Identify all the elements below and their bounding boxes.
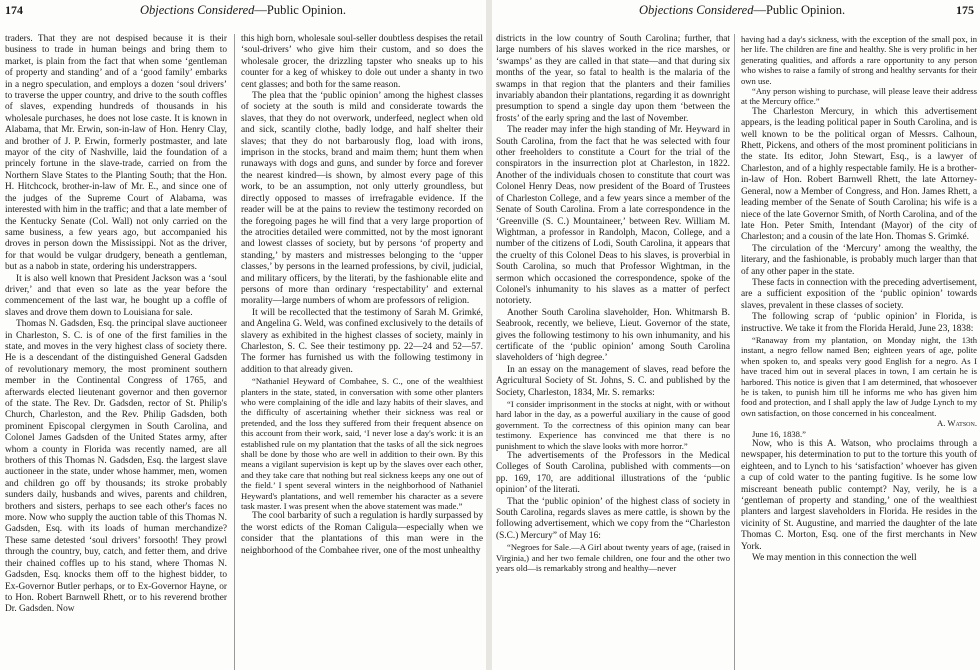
paragraph: The reader may infer the high standing of Mr. Heyward in South Carolina, from the fact that he was selected with four other freeholders to constitute a Court for the trial of the conspirators in the insurrection plot at Charleston, in 1822. Another of the individuals chosen to constitute that court was Colonel Henry Deas, now president of the Board of Trustees of Charleston College, and a few years since a member of the Senate of South Carolina. From a late correspondence in the ‘Greenville (S. C.) Mountaineer,’ between Rev. William M. Wightman, a professor in Randolph, Macon, College, and a number of the citizens of Lodi, South Carolina, it appears that the cruelty of this Colonel Deas to his slaves, is proverbial in South Carolina, so much that Professor Wightman, in the sermon which occasioned the correspondence, spoke of the Colonel's inhumanity to his slaves as a matter of perfect notoriety. [496,125,730,307]
right-page-number: 175 [956,3,974,17]
paragraph: Now, who is this A. Watson, who proclaims through a newspaper, his determination to put to the torture this youth of eighteen, and to Lynch to his ‘satisfaction’ whoever has given a cup of cold water to the panting fugitive. Is he some low miscreant beneath public contempt? Nay, verily, he is a ‘gentleman of property and standing,’ one of the wealthiest planters and largest slaveholders in Florida. He resides in the vicinity of St. Augustine, and married the daughter of the late Thomas C. Morton, Esq. one of the first merchants in New York. [741,439,977,552]
quoted-advertisement: “Any person wishing to purchase, will please leave their address at the Mercury office.” [741,86,977,107]
paragraph: The cool barbarity of such a regulation is hardly surpassed by the worst edicts of the Roman Caligula—especially when we consider that the plantations of this man were in the neighborhood of the Combahee river, one of the most unhealthy [241,511,483,556]
paragraph: The plea that the ‘public opinion’ among the highest classes of society at the south is mild and considerate towards the slaves, that they do not overwork, underfeed, neglect when old and sick, scantily clothe, badly lodge, and half shelter their slaves; that they do not barbarously flog, load with irons, imprison in the stocks, brand and maim them; hunt them when runaways with dogs and guns, and sunder by force and forever the nearest kindred—is shown, by almost every page of this work, to be an assumption, not only utterly groundless, but directly opposed to masses of irrefragable evidence. If the reader will be at the pains to review the testimony recorded on the foregoing pages he will find that a very large proportion of the atrocities detailed were committed, not by the most ignorant and lowest classes of society, but by persons ‘of property and standing,’ by masters and mistresses belonging to the ‘upper classes,’ by persons in the learned professions, by civil, judicial, and military officers, by the literati, by the fashionable elite and persons of more than ordinary ‘respectability’ and external morality—large numbers of whom are professors of religion. [241,91,483,307]
paragraph: These facts in connection with the preceding advertisement, are a sufficient exposition of the ‘public opinion’ towards slaves, prevalent in these classes of society. [741,277,977,311]
paragraph: The following scrap of ‘public opinion’ in Florida, is instructive. We take it from the Florida Herald, June 23, 1838: [741,312,977,334]
left-page-number: 174 [5,3,23,17]
paragraph: this high born, wholesale soul-seller doubtless despises the retail ‘soul-drivers’ who give him their custom, and so does the wholesale grocer, the drizzling tapster who sneaks up to his counter for a keg of whiskey to dole out under a shanty in two cent glasses; and both for the same reason. [241,34,483,90]
right-running-title-italic: Objections Considered [639,3,754,17]
right-column-1 [496,34,730,670]
quoted-testimony: “Nathaniel Heyward of Combahee, S. C., one of the wealthiest planters in the state, stated, in conversation with some other planters who were complaining of the idle and lazy habits of their slaves, and the difficulty of ascertaining whether their sickness was real or pretended, and the loss they suffered from their frequent absence on this account from their work, said, ‘I never lose a day's work: it is an established rule on my plantation that the tasks of all the sick negroes shall be done by those who are well in addition to their own. By this means a vigilant supervision is kept up by the slaves over each other, and they take care that nothing but real sickness keeps any one out of the field.’ I spent several winters in the neighborhood of Nathaniel Heyward's plantations, and well remember his character as a severe task master. I was present when the above statement was made.” [241,376,483,512]
right-running-title-rest: —Public Opinion. [753,3,846,17]
left-columns [0,34,486,670]
right-column-2 [734,34,977,670]
paragraph: traders. That they are not despised because it is their business to trade in human beings and bring them to market, is plain from the fact that when some ‘gentleman of property and standing’ and of a ‘good family’ embarks in a negro speculation, and employs a dozen ‘soul drivers’ to traverse the upper country, and drive to the south coffles of slaves, expending hundreds of thousands in his wholesale purchases, he does not lose caste. It is known in Alabama, that Mr. Erwin, son-in-law of Hon. Henry Clay, and brother of J. P. Erwin, formerly postmaster, and late mayor of the city of Nashville, laid the foundation of a princely fortune in the slave-trade, carried on from the Northern Slave States to the Planting South; that the Hon. H. Hitchcock, brother-in-law of Mr. E., and since one of the judges of the Supreme Court of Alabama, was interested with him in the traffic; and that a late member of the Kentucky Senate (Col. Wall) not only carried on the same business, a few years ago, but accompanied his droves in person down the Mississippi. Not as the driver, for that would be vulgar drudgery, beneath a gentleman, but as a nabob in state, ordering his understrappers. [5,34,227,273]
right-columns [492,34,980,670]
left-running-title-italic: Objections Considered [139,3,255,17]
left-running-title-rest: —Public Opinion. [254,3,347,17]
paragraph: districts in the low country of South Carolina; further, that large numbers of his slaves worked in the rice marshes, or ‘swamps’ as they are called in that state—and that during six months of the year, so fatal to health is the malaria of the swamps in that region that the planters and their families invariably abandon their plantations, regarding it as downright presumption to spend a single day upon them ‘between the frosts’ of the early spring and the last of November. [496,34,730,124]
paragraph: That the ‘public opinion’ of the highest class of society in South Carolina, regards slaves as mere cattle, is shown by the following advertisement, which we copy from the “Charleston (S.C.) Mercury” of May 16: [496,496,730,541]
advertisement-signature: A. Watson. [937,418,977,429]
left-running-head [0,0,486,20]
paragraph: It will be recollected that the testimony of Sarah M. Grimké, and Angelina G. Weld, was confined exclusively to the details of slavery as exhibited in the highest classes of society, mainly in Charleston, S. C. See their testimony pp. 22—24 and 52—57. The former has furnished us with the following testimony in addition to that already given. [241,307,483,375]
left-column-2 [234,34,483,670]
advertisement-date: June 16, 1838.” [752,428,806,439]
quoted-testimony: “I consider imprisonment in the stocks at night, with or without hard labor in the day, as a powerful auxiliary in the cause of good government. To the correctness of this opinion many can bear testimony. Experience has convinced me that there is no punishment to which the slave looks with more horror.” [496,399,730,451]
paragraph: It is also well known that President Jackson was a ‘soul driver,’ and that even so late as the year before the commencement of the last war, he bought up a coffle of slaves and drove them down to Louisiana for sale. [5,273,227,318]
paragraph: The circulation of the ‘Mercury’ among the wealthy, the literary, and the fashionable, is probably much larger than that of any other paper in the state. [741,243,977,277]
left-running-title [0,1,486,19]
quoted-advertisement: “Negroes for Sale.—A Girl about twenty years of age, (raised in Virginia,) and her two female children, one four and the other two years old—is remarkably strong and healthy—never [496,542,730,574]
paragraph: Thomas N. Gadsden, Esq. the principal slave auctioneer in Charleston, S. C. is of one of the first families in the state, and moves in the very highest class of society there. He is a descendant of the distinguished General Gadsden of revolutionary memory, the most prominent southern member in the Continental Congress of 1765, and afterwards elected lieutenant governor and then governor of the state. The Rev. Dr. Gadsden, rector of St. Philip's Church, Charleston, and the Rev. Philip Gadsden, both prominent Episcopal clergymen in South Carolina, and Colonel James Gadsden of the United States army, after whom a county in Florida was recently named, are all brothers of this Thomas N. Gadsden, Esq. the largest slave auctioneer in the state, under whose hammer, men, women and children go off by thousands; its stroke probably sunders daily, husbands and wives, parents and children, brothers and sisters, perhaps to see each other's faces no more. Now who supply the auction table of this Thomas N. Gadsden, Esq. with its loads of human merchandize? These same detested ‘soul drivers’ forsooth! They prowl through the country, buy, catch, and fetter them, and drive their chained coffles up to his stand, where Thomas N. Gadsden, Esq. knocks them off to the highest bidder, to Ex-Governor Butler perhaps, or to Ex-Governor Hayne, or to Hon. Robert Barnwell Rhett, or to his reverend brother Dr. Gadsden. Now [5,319,227,615]
quoted-advertisement: “Ranaway from my plantation, on Monday night, the 13th instant, a negro fellow named Ben; eighteen years of age, polite when spoken to, and speaks very good English for a negro. As I have traced him out in several places in town, I am certain he is harbored. This notice is given that I am determined, that whosoever he is taken, to punish him till he informs me who has given him food and protection, and I shall apply the law of Judge Lynch to my own satisfaction, on those concerned in his concealment. [741,334,977,418]
paragraph: The Charleston Mercury, in which this advertisement appears, is the leading political paper in South Carolina, and is well known to be the political organ of Messrs. Calhoun, Rhett, Pickens, and others of the most prominent politicians in the state. Its editor, John Stewart, Esq., is a lawyer of Charleston, and of a highly respectable family. He is a brother-in-law of Hon. Robert Barnwell Rhett, the late Attorney-General, now a Member of Congress, and Hon. James Rhett, a leading member of the Senate of South Carolina; his wife is a niece of the late Governor Smith, of North Carolina, and of the late Hon. Peter Smith, Intendant (Mayor) of the city of Charleston; and a cousin of the late Hon. Thomas S. Grimké. [741,106,977,243]
left-column-1 [5,34,227,670]
paragraph: In an essay on the management of slaves, read before the Agricultural Society of St. Johns, S. C. and published by the Society, Charleston, 1834, Mr. S. remarks: [496,364,730,398]
paragraph: We may mention in this connection the well [752,553,917,564]
quoted-advertisement: having had a day's sickness, with the exception of the small pox, in her life. The children are fine and healthy. She is very prolific in her generating qualities, and affords a rare opportunity to any person who wishes to raise a family of strong and healthy servants for their own use. [741,34,977,86]
paragraph: The advertisements of the Professors in the Medical Colleges of South Carolina, published with comments—on pp. 169, 170, are additional illustrations of the ‘public opinion’ of the literati. [496,451,730,496]
right-running-head [492,0,980,20]
paragraph: Another South Carolina slaveholder, Hon. Whitmarsh B. Seabrook, recently, we believe, Lieut. Governor of the state, gives the following testimony to his own inhumanity, and his certificate of the ‘public opinion’ among South Carolina slaveholders of ‘high degree.’ [496,307,730,364]
left-page [0,0,486,670]
right-page [492,0,980,670]
right-running-title [492,1,980,19]
